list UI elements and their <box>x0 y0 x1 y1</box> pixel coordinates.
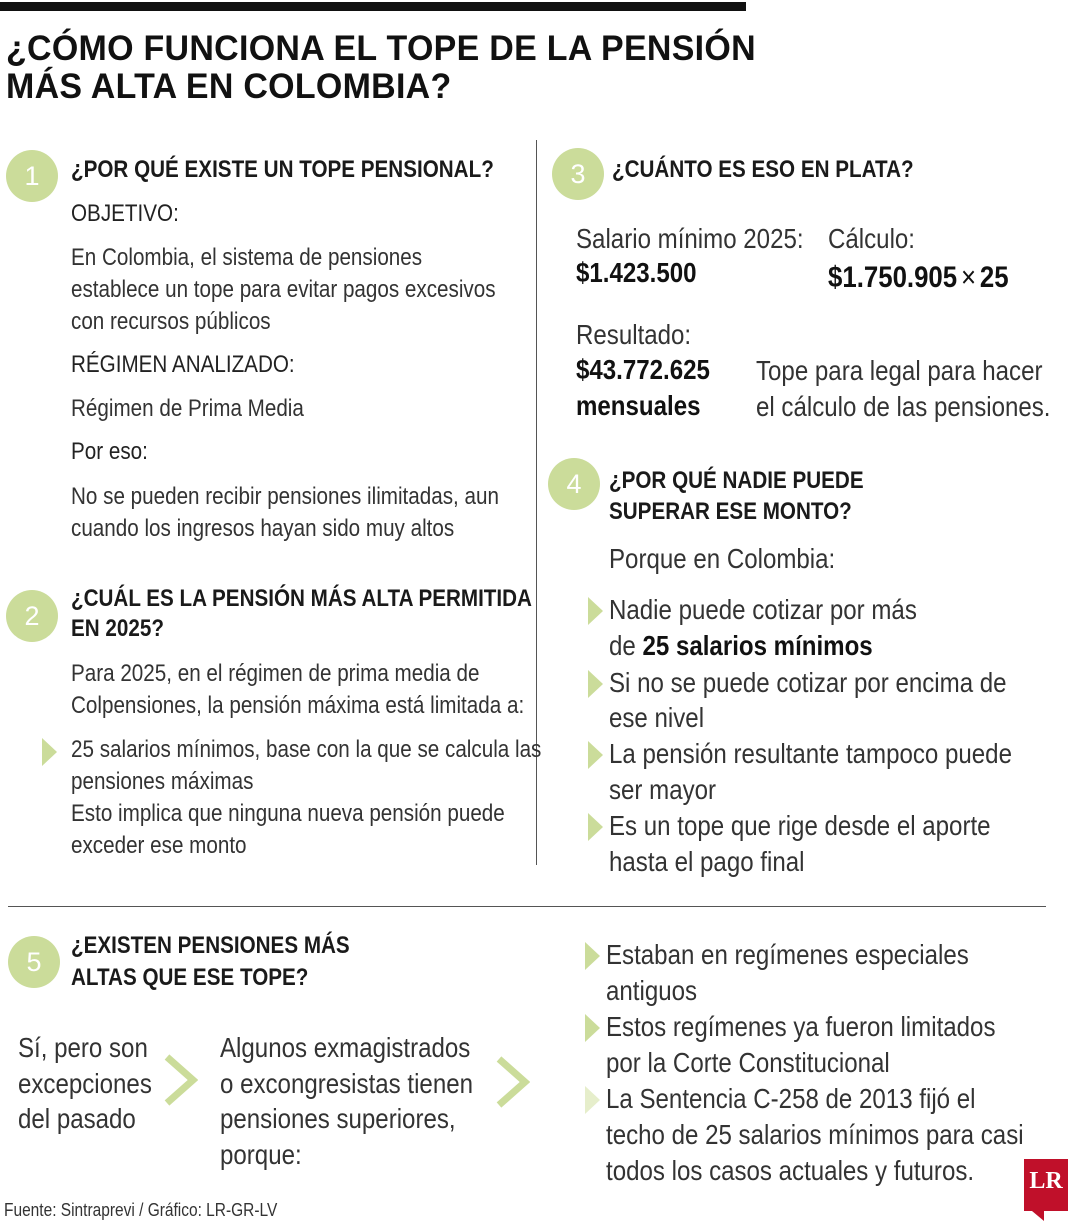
section-2-bullet-line-1: 25 salarios mínimos, base con la que se calcula las <box>71 736 542 763</box>
bullet-arrow-icon <box>585 1014 600 1042</box>
calc-value: $1.750.905 <box>828 261 958 294</box>
lr-logo-notch <box>1032 1211 1044 1221</box>
section-2-bullet-line-4: exceder ese monto <box>71 832 247 859</box>
chevron-right-icon <box>494 1056 530 1108</box>
calc-expression <box>828 261 1009 295</box>
lr-logo <box>1024 1159 1068 1211</box>
section-5-heading-line-2: ALTAS QUE ESE TOPE? <box>71 964 309 991</box>
section-2-intro-line-2: Colpensiones, la pensión máxima está limitada a: <box>71 692 525 719</box>
chevron-right-icon <box>162 1054 198 1106</box>
section-4-intro: Porque en Colombia: <box>609 543 836 574</box>
source-credit: Fuente: Sintraprevi / Gráfico: LR-GR-LV <box>4 1200 278 1220</box>
section-4-bullet-4-line-2: hasta el pago final <box>609 846 805 877</box>
section-5-col-2-line-4: porque: <box>220 1139 302 1170</box>
section-2-heading-line-2: EN 2025? <box>71 615 164 642</box>
section-4-bullet-1-line-2 <box>609 628 873 663</box>
section-3-heading: ¿CUÁNTO ES ESO EN PLATA? <box>612 156 914 183</box>
bullet-arrow-icon <box>585 942 600 970</box>
section-1-objective-line-3: con recursos públicos <box>71 308 271 335</box>
calc-times: × <box>960 261 977 294</box>
result-note-line-2: el cálculo de las pensiones. <box>756 391 1051 422</box>
section-4-heading-line-2: SUPERAR ESE MONTO? <box>609 498 852 525</box>
section-5-bullet-2-line-2: por la Corte Constitucional <box>606 1047 890 1078</box>
bullet-arrow-icon <box>585 1086 600 1114</box>
section-5-col-1-line-1: Sí, pero son <box>18 1032 148 1063</box>
section-4-bullet-2-line-2: ese nivel <box>609 702 705 733</box>
result-value: $43.772.625 <box>576 354 710 385</box>
calc-factor: 25 <box>979 261 1009 294</box>
section-1-objective-label: OBJETIVO: <box>71 200 179 227</box>
section-2-bullet-line-2: pensiones máximas <box>71 768 254 795</box>
section-2-heading-line-1: ¿CUÁL ES LA PENSIÓN MÁS ALTA PERMITIDA <box>71 585 532 612</box>
section-3-number-badge: 3 <box>552 148 604 200</box>
bullet-arrow-icon <box>42 738 57 766</box>
section-2-intro-line-1: Para 2025, en el régimen de prima media de <box>71 660 480 687</box>
section-1-therefore-line-2: cuando los ingresos hayan sido muy altos <box>71 515 455 542</box>
section-2-bullet-line-3: Esto implica que ninguna nueva pensión puede <box>71 800 505 827</box>
min-wage-value: $1.423.500 <box>576 257 697 288</box>
page-title <box>6 30 756 106</box>
section-4-bullet-2-line-1: Si no se puede cotizar por encima de <box>609 667 1007 698</box>
calc-label: Cálculo: <box>828 223 916 254</box>
bullet-1-prefix: de <box>609 630 643 661</box>
section-2-number-badge: 2 <box>6 590 58 642</box>
section-5-col-1-line-3: del pasado <box>18 1103 136 1134</box>
section-5-bullet-2-line-1: Estos regímenes ya fueron limitados <box>606 1011 996 1042</box>
section-5-bullet-3-line-1: La Sentencia C-258 de 2013 fijó el <box>606 1083 976 1114</box>
section-5-bullet-1-line-1: Estaban en regímenes especiales <box>606 939 969 970</box>
section-1-therefore-label: Por eso: <box>71 438 148 465</box>
section-1-heading: ¿POR QUÉ EXISTE UN TOPE PENSIONAL? <box>71 156 494 183</box>
horizontal-divider <box>8 906 1046 907</box>
lr-logo-text: LR <box>1029 1168 1063 1194</box>
bullet-arrow-icon <box>588 741 603 769</box>
section-1-regime-value: Régimen de Prima Media <box>71 395 304 422</box>
bullet-arrow-icon <box>588 813 603 841</box>
min-wage-label: Salario mínimo 2025: <box>576 223 804 254</box>
title-line-2: MÁS ALTA EN COLOMBIA? <box>6 67 452 106</box>
section-4-bullet-1-line-1: Nadie puede cotizar por más <box>609 594 917 625</box>
bullet-arrow-icon <box>588 670 603 698</box>
result-label: Resultado: <box>576 319 692 350</box>
section-5-heading-line-1: ¿EXISTEN PENSIONES MÁS <box>71 932 350 959</box>
title-line-1: ¿CÓMO FUNCIONA EL TOPE DE LA PENSIÓN <box>6 29 756 68</box>
section-5-col-1-line-2: excepciones <box>18 1068 152 1099</box>
section-4-heading-line-1: ¿POR QUÉ NADIE PUEDE <box>609 467 864 494</box>
section-5-col-2-line-3: pensiones superiores, <box>220 1103 456 1134</box>
section-4-bullet-3-line-1: La pensión resultante tampoco puede <box>609 738 1012 769</box>
section-1-number-badge: 1 <box>6 150 58 202</box>
section-1-regime-label: RÉGIMEN ANALIZADO: <box>71 351 295 378</box>
section-1-therefore-line-1: No se pueden recibir pensiones ilimitadas, aun <box>71 483 499 510</box>
section-1-objective-line-2: establece un tope para evitar pagos excesivos <box>71 276 496 303</box>
result-unit: mensuales <box>576 390 701 421</box>
section-4-number-badge: 4 <box>548 458 600 510</box>
section-5-col-2-line-2: o excongresistas tienen <box>220 1068 474 1099</box>
top-rule <box>0 2 746 11</box>
section-5-bullet-1-line-2: antiguos <box>606 975 698 1006</box>
section-4-bullet-3-line-2: ser mayor <box>609 774 717 805</box>
section-5-col-2-line-1: Algunos exmagistrados <box>220 1032 471 1063</box>
section-5-bullet-3-line-2: techo de 25 salarios mínimos para casi <box>606 1119 1024 1150</box>
bullet-1-bold: 25 salarios mínimos <box>642 630 873 661</box>
bullet-arrow-icon <box>588 597 603 625</box>
section-5-bullet-3-line-3: todos los casos actuales y futuros. <box>606 1155 975 1186</box>
section-5-number-badge: 5 <box>8 936 60 988</box>
result-note-line-1: Tope para legal para hacer <box>756 355 1043 386</box>
section-1-objective-line-1: En Colombia, el sistema de pensiones <box>71 244 423 271</box>
section-4-bullet-4-line-1: Es un tope que rige desde el aporte <box>609 810 991 841</box>
